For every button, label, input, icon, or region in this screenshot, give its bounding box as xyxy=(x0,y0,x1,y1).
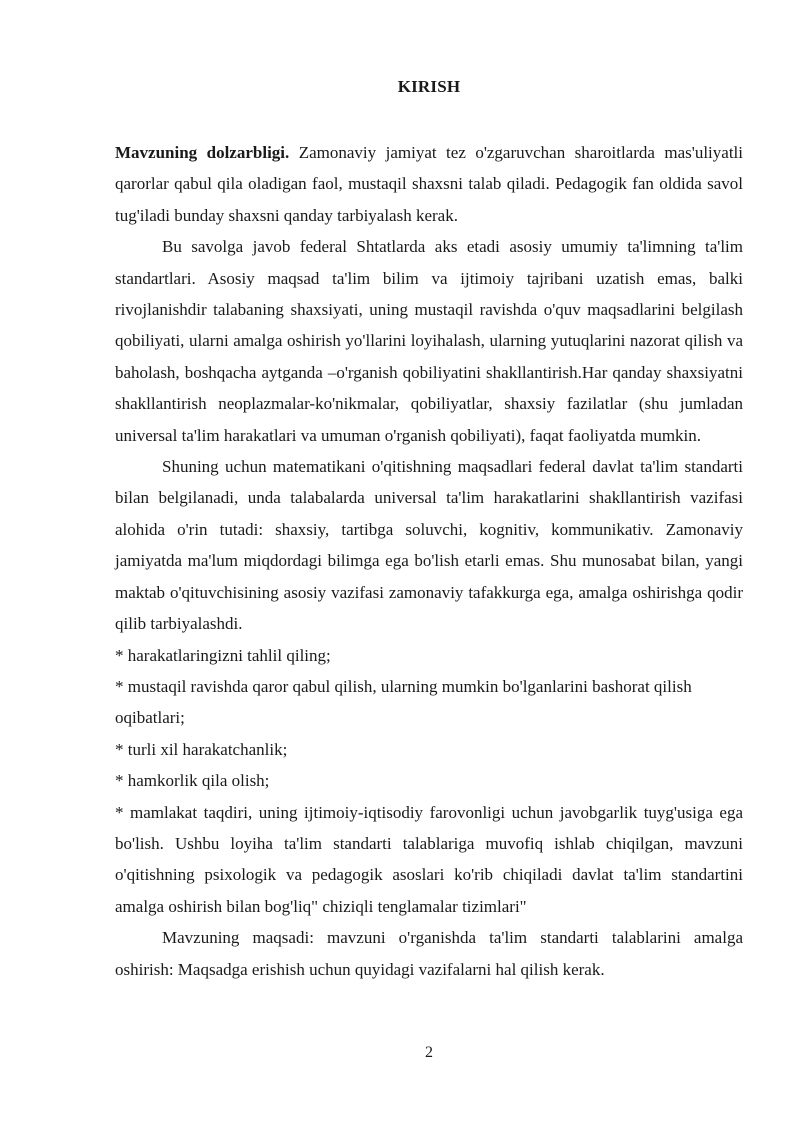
bullet-item: * turli xil harakatchanlik; xyxy=(115,739,288,759)
document-body xyxy=(115,137,743,985)
page-number: 2 xyxy=(425,1044,433,1061)
page-title: KIRISH xyxy=(397,77,461,96)
relevance-text: Zamonaviy jamiyat tez o'zgaruvchan sharoitlarda mas'uliyatli qarorlar qabul qila oladigan faol, mustaqil shaxsni talab qiladi. Pedagogik fan oldida savol tug'iladi bunday shaxsni qanday tarbiyalash kerak. xyxy=(115,143,743,225)
relevance-heading: Mavzuning dolzarbligi. xyxy=(115,143,290,162)
bullet-item: * mustaqil ravishda qaror qabul qilish, ularning mumkin bo'lganlarini bashorat qilish oqibatlari; xyxy=(115,676,692,728)
goal-paragraph: Mavzuning maqsadi: mavzuni o'rganishda ta'lim standarti talablarini amalga oshirish: Maqsadga erishish uchun quyidagi vazifalarni hal qilish kerak. xyxy=(115,928,743,979)
bullet-item: * harakatlaringizni tahlil qiling; xyxy=(115,645,331,665)
bullet-item: * mamlakat taqdiri, uning ijtimoiy-iqtisodiy farovonligi uchun javobgarlik tuyg'usiga ega bo'lish. Ushbu loyiha ta'lim standarti talablariga muvofiq ishlab chiqilgan, mavzuni o'qitishning psixologik va pedagogik asoslari ko'rib chiqiladi davlat ta'lim standartini amalga oshirish bilan bog'liq" chiziqli tenglamalar tizimlari" xyxy=(115,802,743,916)
bullet-item: * hamkorlik qila olish; xyxy=(115,771,270,791)
math-goals-paragraph: Shuning uchun matematikani o'qitishning maqsadlari federal davlat ta'lim standarti bilan belgilanadi, unda talabalarda universal ta'lim harakatlarini shakllantirish vazifasi alohida o'rin tutadi: shaxsiy, tartibga soluvchi, kognitiv, kommunikativ. Zamonaviy jamiyatda ma'lum miqdordagi bilimga ega bo'lish etarli emas. Shu munosabat bilan, yangi maktab o'qituvchisining asosiy vazifasi zamonaviy tafakkurga ega, amalga oshirishga qodir qilib tarbiyalashdi. xyxy=(115,457,743,634)
standards-paragraph: Bu savolga javob federal Shtatlarda aks etadi asosiy umumiy ta'limning ta'lim standartlari. Asosiy maqsad ta'lim bilim va ijtimoiy tajribani uzatish emas, balki rivojlanishdir talabaning shaxsiyati, uning mustaqil ravishda o'quv maqsadlarini belgilash qobiliyati, ularni amalga oshirish yo'llarini loyihalash, ularning yutuqlarini nazorat qilish va baholash, boshqacha aytganda –o'rganish qobiliyatini shakllantirish.Har qanday shaxsiyatni shakllantirish neoplazmalar-ko'nikmalar, qobiliyatlar, shaxsiy fazilatlar (shu jumladan universal ta'lim harakatlari va umuman o'rganish qobiliyati), faqat faoliyatda mumkin. xyxy=(115,237,743,445)
relevance-paragraph xyxy=(115,137,743,231)
